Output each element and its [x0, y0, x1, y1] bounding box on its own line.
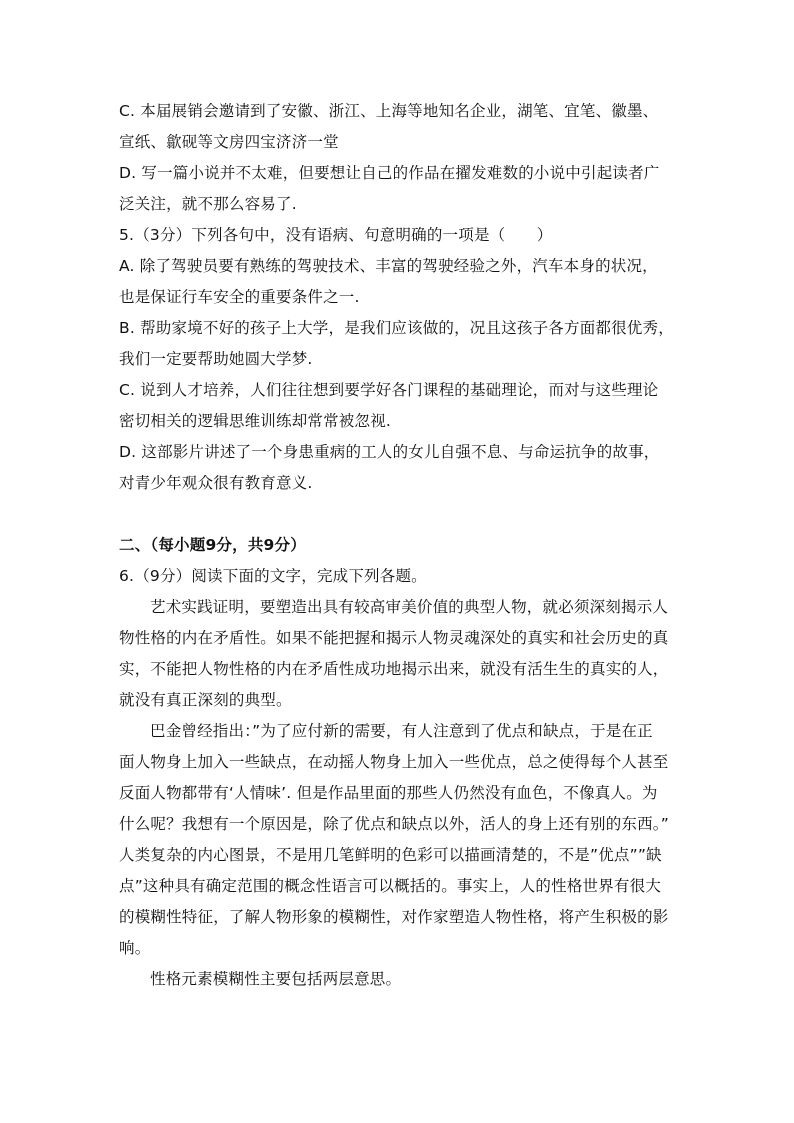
- section-2-heading: 二、（每小题9分，共9分）: [119, 536, 306, 554]
- passage-p3-line1: 性格元素模糊性主要包括两层意思。: [150, 970, 402, 988]
- passage-p2-line2: 面人物身上加入一些缺点，在动摇人物身上加入一些优点，总之使得每个人甚至: [119, 753, 669, 771]
- q5-stem: 5.（3分）下列各句中，没有语病、句意明确的一项是（ ）: [119, 226, 553, 244]
- q5-option-d-line1: D. 这部影片讲述了一个身患重病的工人的女儿自强不息、与命运抗争的故事，: [119, 443, 660, 461]
- q4-option-d-line2: 泛关注，就不那么容易了.: [119, 195, 297, 213]
- passage-p2-line5: 人类复杂的内心图景，不是用几笔鲜明的色彩可以描画清楚的，不是”优点””缺: [119, 846, 662, 864]
- passage-p2-line4: 什么呢？我想有一个原因是，除了优点和缺点以外，活人的身上还有别的东西。”: [119, 815, 669, 833]
- q5-option-c-line2: 密切相关的逻辑思维训练却常常被忽视.: [119, 412, 392, 430]
- passage-p2-line8: 响。: [119, 939, 151, 957]
- passage-p1-line1: 艺术实践证明，要塑造出具有较高审美价值的典型人物，就必须深刻揭示人: [150, 598, 669, 616]
- q5-option-d-line2: 对青少年观众很有教育意义.: [119, 474, 313, 492]
- q5-option-a-line1: A. 除了驾驶员要有熟练的驾驶技术、丰富的驾驶经验之外，汽车本身的状况，: [119, 257, 658, 275]
- q4-option-c-line2: 宣纸、歙砚等文房四宝济济一堂: [119, 133, 339, 151]
- q4-option-d-line1: D. 写一篇小说并不太难，但要想让自己的作品在擢发难数的小说中引起读者广: [119, 164, 660, 182]
- q5-option-b-line2: 我们一定要帮助她圆大学梦.: [119, 350, 313, 368]
- passage-p2-line3: 反面人物都带有‘人情味’. 但是作品里面的那些人仍然没有血色，不像真人。为: [119, 784, 658, 802]
- q5-option-a-line2: 也是保证行车安全的重要条件之一.: [119, 288, 360, 306]
- passage-p1-line2: 物性格的内在矛盾性。如果不能把握和揭示人物灵魂深处的真实和社会历史的真: [119, 629, 669, 647]
- page-content: [119, 96, 689, 995]
- passage-p2-line6: 点”这种具有确定范围的概念性语言可以概括的。事实上，人的性格世界有很大: [119, 877, 662, 895]
- q5-option-c-line1: C. 说到人才培养，人们往往想到要学好各门课程的基础理论，而对与这些理论: [119, 381, 659, 399]
- passage-p1-line3: 实，不能把人物性格的内在矛盾性成功地揭示出来，就没有活生生的真实的人，: [119, 660, 669, 678]
- section-gap: [119, 499, 689, 530]
- q6-stem: 6.（9分）阅读下面的文字，完成下列各题。: [119, 567, 427, 585]
- passage-p2-line7: 的模糊性特征，了解人物形象的模糊性，对作家塑造人物性格，将产生积极的影: [119, 908, 669, 926]
- q5-option-b-line1: B. 帮助家境不好的孩子上大学，是我们应该做的，况且这孩子各方面都很优秀，: [119, 319, 674, 337]
- passage-p1-line4: 就没有真正深刻的典型。: [119, 691, 292, 709]
- passage-p2-line1: 巴金曾经指出：”为了应付新的需要，有人注意到了优点和缺点，于是在正: [150, 722, 653, 740]
- q4-option-c-line1: C. 本届展销会邀请到了安徽、浙江、上海等地知名企业，湖笔、宜笔、徽墨、: [119, 102, 659, 120]
